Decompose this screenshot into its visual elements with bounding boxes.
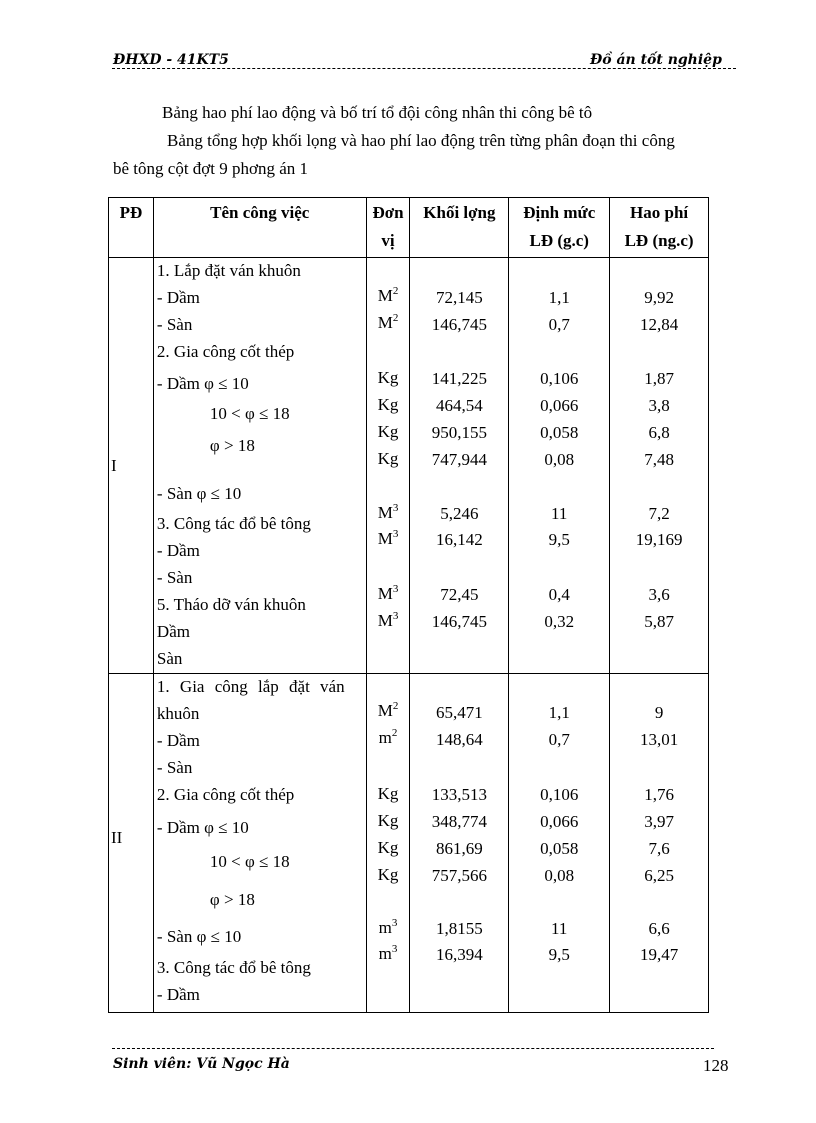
header-right: Đồ án tốt nghiệp <box>590 52 722 68</box>
norm-cell: 1,1 0,7 0,106 0,066 0,058 0,08 11 9,5 0,4 0,32 <box>509 258 610 674</box>
table-row <box>109 258 709 674</box>
header-cost: Hao phí LĐ (ng.c) <box>610 198 709 258</box>
table-header-row <box>109 198 709 258</box>
section-label: I <box>111 456 117 475</box>
header-divider <box>112 68 736 69</box>
labor-cost-table <box>108 197 709 1013</box>
footer-divider <box>112 1048 714 1049</box>
task-cell: 1. Gia công lắp đặt ván khuôn - Dầm - Sàn 2. Gia công cốt thép - Dầm φ ≤ 10 10 < φ ≤ 18 φ > 18 - Sàn φ ≤ 10 3. Công tác đổ bê tông - Dầm <box>153 674 366 1013</box>
header-norm: Định mức LĐ (g.c) <box>509 198 610 258</box>
header-unit: Đơn vị <box>366 198 410 258</box>
section-label-cell <box>109 674 154 1013</box>
header-left: ĐHXD - 41KT5 <box>113 52 229 68</box>
footer-student: Sinh viên: Vũ Ngọc Hà <box>113 1056 290 1072</box>
unit-cell: $M^2$ $M^2$ Kg Kg Kg Kg $M^3$ $M^3$ $M^3$ $M^3$ <box>366 258 410 674</box>
unit-cell: $M^2$ $m^2$ Kg Kg Kg Kg $m^3$ $m^3$ <box>366 674 410 1013</box>
header-task: Tên công việc <box>153 198 366 258</box>
intro-line-3: bê tông cột đợt 9 phơng án 1 <box>113 159 309 178</box>
task-cell: 1. Lắp đặt ván khuôn - Dầm - Sàn 2. Gia công cốt thép - Dầm φ ≤ 10 10 < φ ≤ 18 φ > 18 - Sàn φ ≤ 10 3. Công tác đổ bê tông - Dầm - Sàn 5. Tháo dỡ ván khuôn Dầm Sàn <box>153 258 366 674</box>
table-row <box>109 674 709 1013</box>
norm-cell: 1,1 0,7 0,106 0,066 0,058 0,08 11 9,5 <box>509 674 610 1013</box>
qty-cell: 65,471 148,64 133,513 348,774 861,69 757,566 1,8155 16,394 <box>410 674 509 1013</box>
section-label-cell <box>109 258 154 674</box>
qty-cell: 72,145 146,745 141,225 464,54 950,155 747,944 5,246 16,142 72,45 146,745 <box>410 258 509 674</box>
page-number: 128 <box>703 1056 729 1075</box>
intro-line-2: Bảng tổng hợp khối lọng và hao phí lao động trên từng phân đoạn thi công <box>167 131 675 150</box>
header-pd: PĐ <box>109 198 154 258</box>
section-label: II <box>111 828 123 847</box>
intro-line-1: Bảng hao phí lao động và bố trí tổ đội công nhân thi công bê tô <box>162 103 593 122</box>
header-qty: Khối lợng <box>410 198 509 258</box>
cost-cell: 9,92 12,84 1,87 3,8 6,8 7,48 7,2 19,169 3,6 5,87 <box>610 258 709 674</box>
cost-cell: 9 13,01 1,76 3,97 7,6 6,25 6,6 19,47 <box>610 674 709 1013</box>
